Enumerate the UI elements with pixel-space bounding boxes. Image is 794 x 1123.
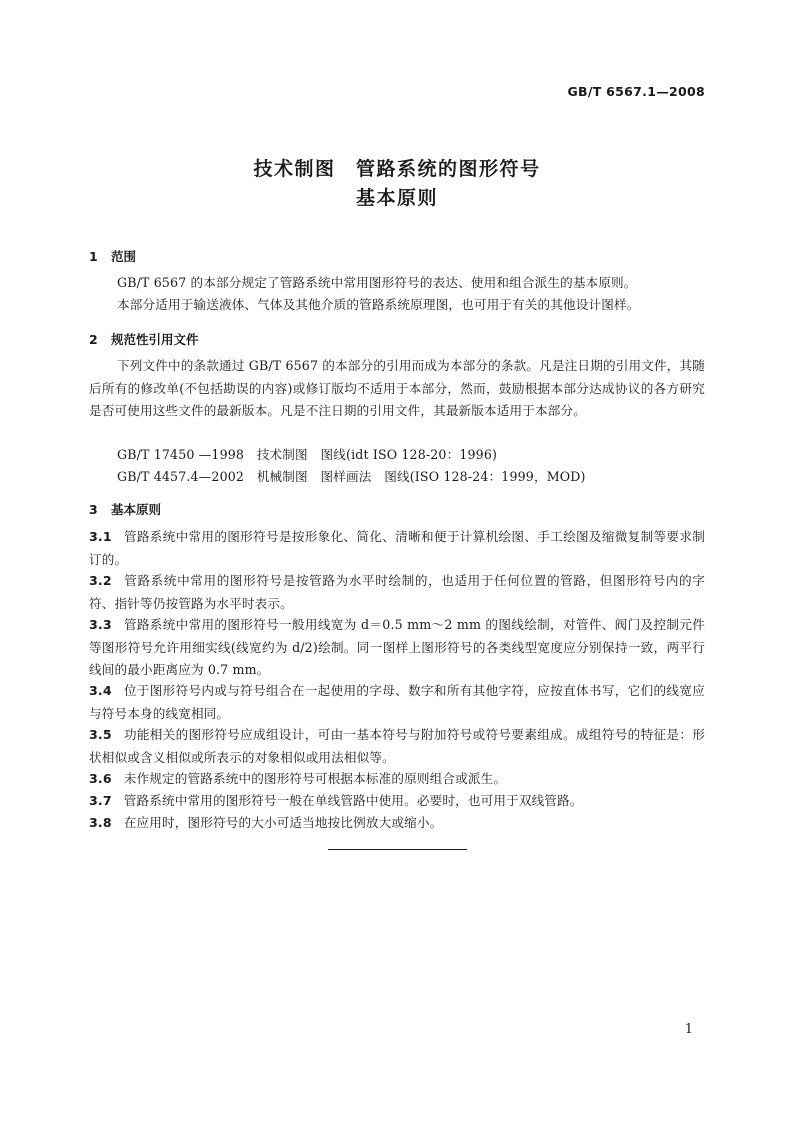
clause-text: 管路系统中常用的图形符号一般用线宽为 d＝0.5 mm～2 mm 的图线绘制，对管件、阀门及控制元件等图形符号允许用细实线(线宽约为 d/2)绘制。同一图样上图形符号的各类线型宽度应分别保持一致，两平行线间的最小距离应为 0.7 mm。 (89, 617, 705, 677)
section-1-title: 范围 (111, 249, 137, 264)
clause-text: 管路系统中常用的图形符号一般在单线管路中使用。必要时，也可用于双线管路。 (123, 793, 583, 808)
end-rule (328, 849, 467, 850)
clause-3-7 (89, 790, 705, 813)
clause-text: 在应用时，图形符号的大小可适当地按比例放大或缩小。 (123, 815, 443, 830)
section-2-para-1: 下列文件中的条款通过 GB/T 6567 的本部分的引用而成为本部分的条款。凡是注日期的引用文件，其随后所有的修改单(不包括勘误的内容)或修订版均不适用于本部分，然而，鼓励根据本部分达成协议的各方研究是否可使用这些文件的最新版本。凡是不注日期的引用文件，其最新版本适用于本部分。 (89, 358, 705, 418)
page-number: 1 (684, 1022, 693, 1037)
section-2-heading (89, 330, 199, 348)
clause-3-2 (89, 570, 705, 615)
clause-text: 位于图形符号内或与符号组合在一起使用的字母、数字和所有其他字符，应按直体书写，它们的线宽应与符号本身的线宽相同。 (89, 683, 705, 721)
standard-code: GB/T 6567.1—2008 (567, 84, 705, 99)
clause-text: 管路系统中常用的图形符号是按管路为水平时绘制的，也适用于任何位置的管路，但图形符号内的字符、指针等仍按管路为水平时表示。 (89, 573, 705, 611)
section-1-heading (89, 247, 136, 265)
section-1-number: 1 (89, 249, 98, 264)
document-subtitle: 基本原则 (355, 187, 438, 209)
clause-3-6 (89, 768, 705, 791)
clause-3-3 (89, 614, 705, 682)
clause-number: 3.2 (89, 573, 112, 588)
section-3-number: 3 (89, 502, 98, 517)
section-3-heading (89, 500, 161, 518)
clause-3-4 (89, 680, 705, 725)
clause-text: 管路系统中常用的图形符号是按形象化、简化、清晰和便于计算机绘图、手工绘图及缩微复制等要求制订的。 (89, 529, 705, 567)
clause-number: 3.1 (89, 529, 112, 544)
section-1-para-1: GB/T 6567 的本部分规定了管路系统中常用图形符号的表达、使用和组合派生的基本原则。 (117, 275, 637, 290)
section-3-title: 基本原则 (111, 502, 162, 517)
clause-text: 功能相关的图形符号应成组设计，可由一基本符号与附加符号或符号要素组成。成组符号的特征是：形状相似或含义相似或所表示的对象相似或用法相似等。 (89, 727, 705, 765)
clause-number: 3.3 (89, 617, 112, 632)
normative-ref-2: GB/T 4457.4—2002 机械制图 图样画法 图线(ISO 128-24：1999，MOD) (117, 469, 586, 484)
clause-number: 3.8 (89, 815, 112, 830)
clause-number: 3.5 (89, 727, 112, 742)
normative-ref-1: GB/T 17450 —1998 技术制图 图线(idt ISO 128-20：1996) (117, 447, 498, 462)
clause-number: 3.4 (89, 683, 112, 698)
clause-number: 3.6 (89, 771, 112, 786)
clause-number: 3.7 (89, 793, 112, 808)
clause-3-8 (89, 812, 705, 835)
section-2-title: 规范性引用文件 (111, 332, 199, 347)
section-2-number: 2 (89, 332, 98, 347)
clause-3-1 (89, 526, 705, 571)
clause-3-5 (89, 724, 705, 769)
document-title: 技术制图 管路系统的图形符号 (253, 158, 541, 180)
clause-text: 未作规定的管路系统中的图形符号可根据本标准的原则组合或派生。 (123, 771, 507, 786)
section-1-para-2: 本部分适用于输送液体、气体及其他介质的管路系统原理图，也可用于有关的其他设计图样。 (117, 297, 640, 312)
